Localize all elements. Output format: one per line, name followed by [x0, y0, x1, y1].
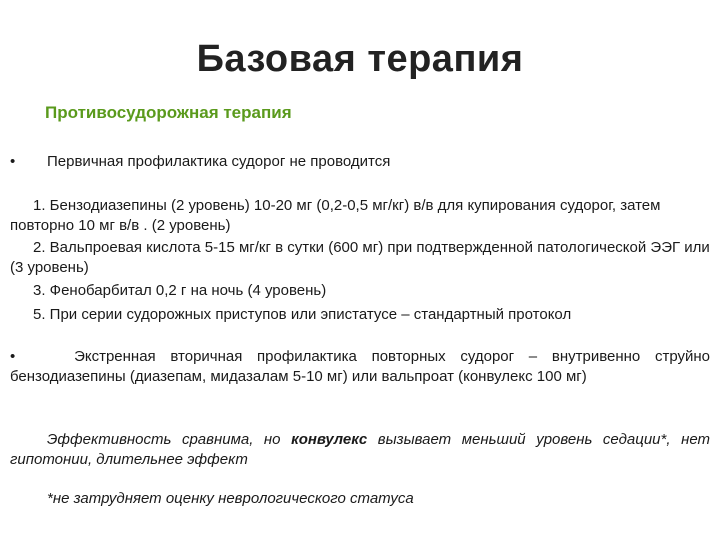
efficacy-text-before: Эффективность сравнима, но: [47, 431, 292, 448]
efficacy-text-after: вызывает меньший уровень седации*, нет гипотонии, длительнее эффект: [10, 431, 711, 468]
bullet-text: Первичная профилактика судорог не проводится: [47, 153, 391, 170]
list-item: 2. Вальпроевая кислота 5-15 мг/кг в сутки (600 мг) при подтвержденной патологической ЭЭГ или (3 уровень): [10, 239, 710, 276]
footnote: *не затрудняет оценку неврологического статуса: [47, 490, 414, 507]
section-subtitle: Противосудорожная терапия: [45, 103, 292, 122]
list-item: 5. При серии судорожных приступов или эпистатусе – стандартный протокол: [33, 306, 572, 323]
list-item: 3. Фенобарбитал 0,2 г на ночь (4 уровень): [33, 282, 327, 299]
drug-name-emphasis: конвулекс: [291, 431, 368, 448]
bullet-marker: •: [10, 348, 16, 365]
bullet-text: Экстренная вторичная профилактика повторных судорог – внутривенно струйно бензодиазепины (диазепам, мидазалам 5-10 мг) или вальпроат (конвулекс 100 мг): [10, 348, 710, 385]
bullet-secondary-prophylaxis: [10, 347, 710, 387]
efficacy-note: [10, 430, 710, 470]
slide-title: Базовая терапия: [196, 38, 524, 80]
list-item: 1. Бензодиазепины (2 уровень) 10-20 мг (0,2-0,5 мг/кг) в/в для купирования судорог, затем повторно 10 мг в/в . (2 уровень): [10, 197, 661, 234]
bullet-marker: •: [10, 153, 16, 170]
